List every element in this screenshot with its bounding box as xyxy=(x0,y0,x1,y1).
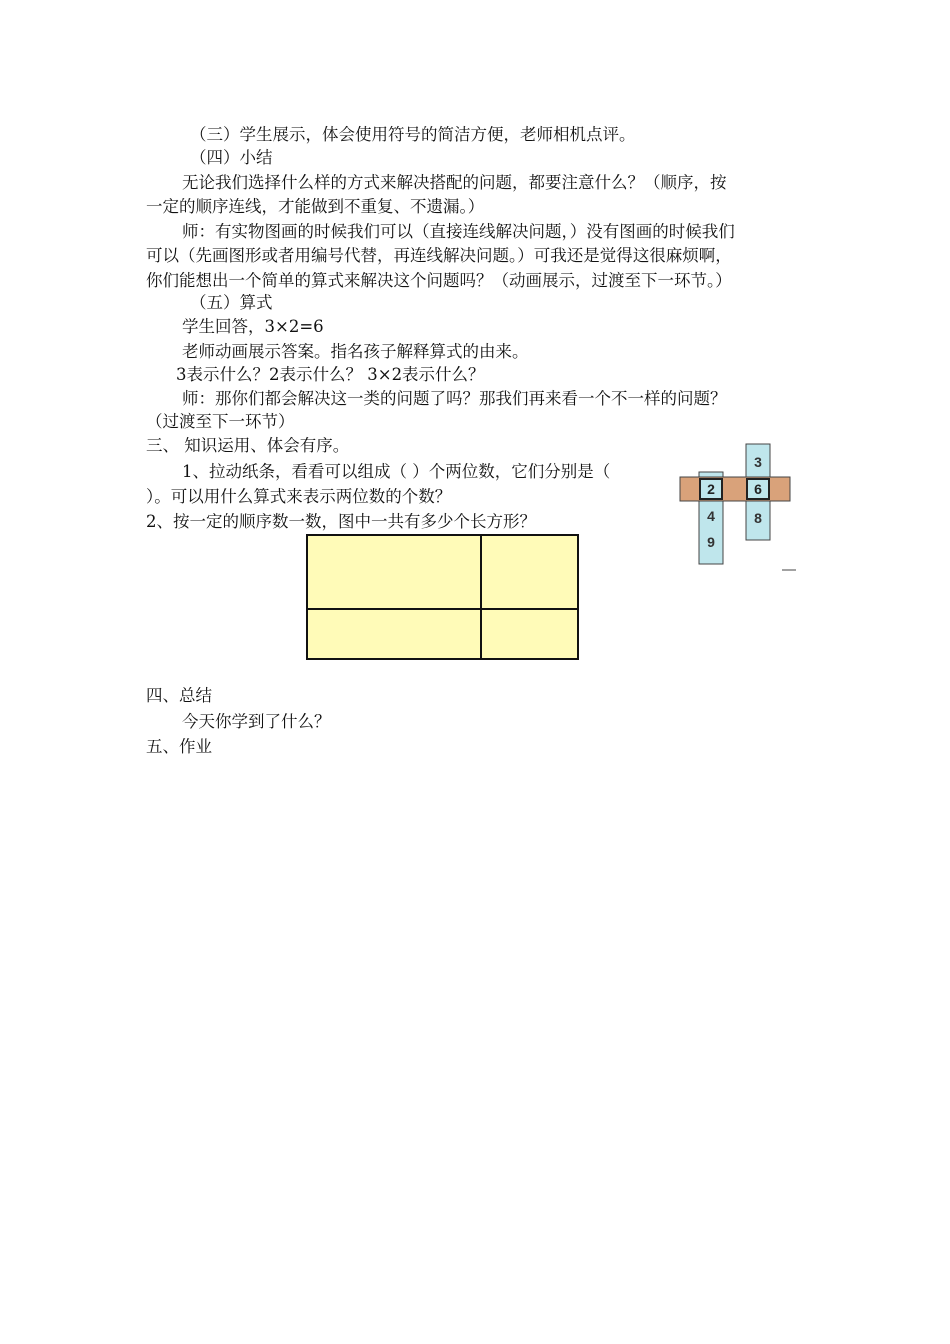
digit-label: 6 xyxy=(754,481,762,497)
text-line: 今天你学到了什么？ xyxy=(182,712,331,731)
digit-label: 2 xyxy=(707,481,715,497)
text-line: ）。可以用什么算式来表示两位数的个数？ xyxy=(146,487,452,506)
digit-label: 9 xyxy=(707,534,715,550)
heading-formula: （五）算式 xyxy=(190,293,273,312)
section-heading-four: 四、总结 xyxy=(146,686,212,705)
text-line: 老师动画展示答案。指名孩子解释算式的由来。 xyxy=(182,342,529,361)
grid-horizontal-line xyxy=(308,608,577,610)
text-line: 师：有实物图画的时候我们可以（直接连线解决问题，）没有图画的时候我们 xyxy=(182,222,735,241)
section-heading-three: 三、 知识运用、体会有序。 xyxy=(146,436,350,455)
rectangles-figure xyxy=(306,534,579,660)
digit-label: 8 xyxy=(754,510,762,526)
paper-strips-figure xyxy=(676,440,800,572)
heading-summary-small: （四）小结 xyxy=(190,148,273,167)
text-line: 师：那你们都会解决这一类的问题了吗？那我们再来看一个不一样的问题？ xyxy=(182,389,727,408)
text-line: 无论我们选择什么样的方式来解决搭配的问题，都要注意什么？（顺序，按 xyxy=(182,173,727,192)
digit-label: 4 xyxy=(707,508,715,524)
text-line: 可以（先画图形或者用编号代替，再连线解决问题。）可我还是觉得这很麻烦啊， xyxy=(146,246,732,265)
grid-vertical-line xyxy=(480,536,482,658)
text-line: （过渡至下一环节） xyxy=(146,412,295,431)
text-line: 3表示什么？2表示什么？ 3×2表示什么？ xyxy=(176,365,485,384)
text-line: 一定的顺序连线，才能做到不重复、不遗漏。） xyxy=(146,197,485,216)
section-heading-five: 五、作业 xyxy=(146,737,212,756)
text-line: 1、拉动纸条，看看可以组成（ ）个两位数，它们分别是（ xyxy=(182,462,611,481)
digit-label: 3 xyxy=(754,454,762,470)
text-line: 2、按一定的顺序数一数，图中一共有多少个长方形？ xyxy=(146,512,536,531)
text-line: 你们能想出一个简单的算式来解决这个问题吗？（动画展示，过渡至下一环节。） xyxy=(146,271,732,290)
horizontal-strip xyxy=(680,477,790,501)
text-line: 学生回答，3×2=6 xyxy=(182,317,324,336)
text-line-student-show: （三）学生展示，体会使用符号的简洁方便，老师相机点评。 xyxy=(190,125,636,144)
